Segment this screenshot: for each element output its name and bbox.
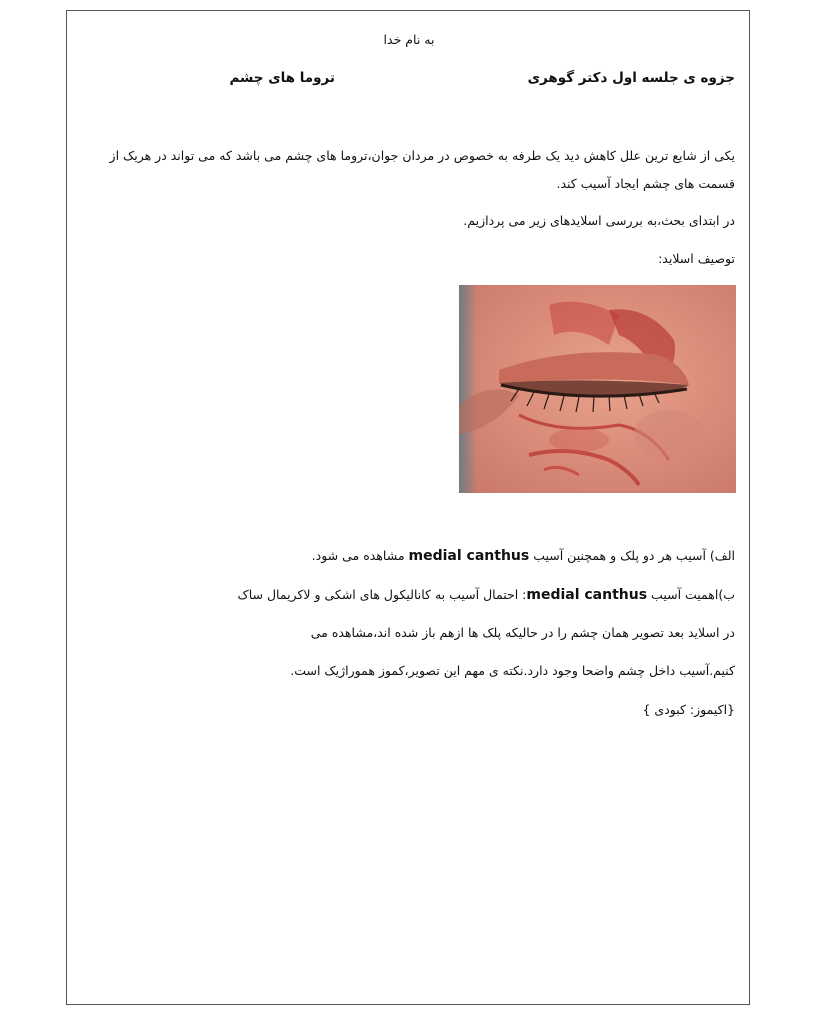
- item-b-prefix: ب)اهمیت آسیب: [651, 587, 735, 602]
- item-a-prefix: الف) آسیب هر دو پلک و همچنین آسیب: [533, 548, 735, 563]
- topic-title: تروما های چشم: [229, 70, 335, 86]
- item-b-suffix: : احتمال آسیب به کانالیکول های اشکی و لاکریمال ساک: [237, 587, 527, 602]
- item-a-suffix: مشاهده می شود.: [311, 548, 405, 563]
- intro-line-1: یکی از شایع ترین علل کاهش دید یک طرفه به خصوص در مردان جوان،تروما های چشم می باشد که می تواند در هریک از: [109, 148, 735, 163]
- item-a-term: medial canthus: [408, 548, 530, 564]
- intro-paragraph-2: در ابتدای بحث،به بررسی اسلایدهای زیر می پردازیم.: [463, 213, 735, 228]
- ecchymosis-note: {اکیموز: کبودی }: [642, 702, 735, 717]
- item-b-term: medial canthus: [526, 587, 648, 603]
- item-a: [312, 547, 735, 565]
- lecture-title: جزوه ی جلسه اول دکتر گوهری: [527, 70, 735, 86]
- slide-heading: توصیف اسلاید:: [658, 251, 735, 266]
- next-slide-line-1: در اسلاید بعد تصویر همان چشم را در حالیکه پلک ها ازهم باز شده اند،مشاهده می: [310, 625, 735, 640]
- eye-trauma-photo: [459, 285, 736, 493]
- intro-line-2: قسمت های چشم ایجاد آسیب کند.: [556, 176, 735, 191]
- basmala: به نام خدا: [383, 32, 435, 47]
- next-slide-line-2: کنیم.آسیب داخل چشم واضحا وجود دارد.نکته ی مهم این تصویر،کموز هموراژیک است.: [290, 663, 735, 678]
- item-b: [238, 586, 735, 604]
- eye-trauma-illustration: [459, 285, 736, 493]
- document-page: [66, 10, 750, 1005]
